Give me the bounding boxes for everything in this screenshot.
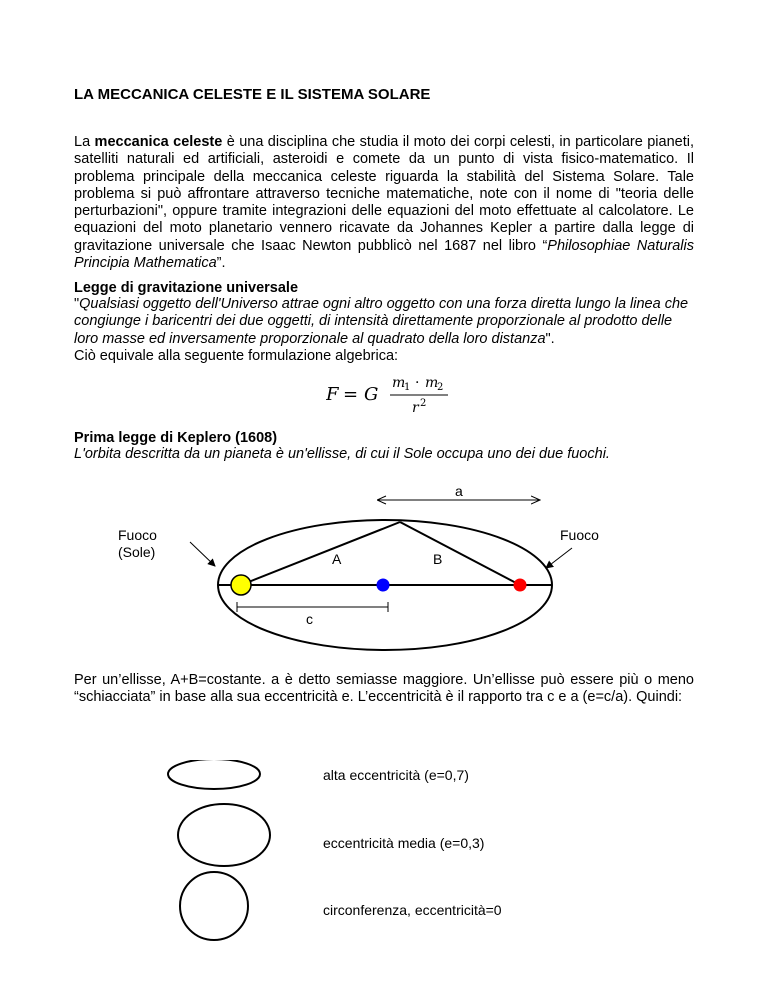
quote-text: Qualsiasi oggetto dell'Universo attrae ogni altro oggetto con una forza diretta lungo la linea che congiunge i baricentri dei due oggetti, di intensità direttamente proporzionale al prodotto delle loro masse ed inversamente proporzionale al quadrato della loro distanza — [74, 296, 689, 347]
line-A — [241, 522, 400, 585]
kepler-heading: Prima legge di Keplero (1608) — [74, 430, 278, 446]
formula-m1-sub: 1 — [404, 382, 411, 393]
formula-equals: = — [343, 384, 359, 405]
formula-m2-sub: 2 — [437, 382, 444, 393]
focus-left-arrow — [190, 542, 215, 566]
center-dot — [377, 579, 390, 592]
formula-dot: · — [415, 375, 420, 391]
label-B: B — [433, 551, 443, 567]
quote-open: " — [74, 296, 80, 312]
high-eccentricity-label: alta eccentricità (e=0,7) — [323, 767, 469, 783]
algebra-line: Ciò equivale alla seguente formulazione algebrica: — [74, 347, 399, 364]
focus-left-label: Fuoco — [118, 527, 157, 543]
formula-G: G — [364, 384, 379, 405]
quote-close: ". — [545, 330, 555, 347]
gravitation-formula — [326, 370, 466, 420]
ellipse-diagram — [110, 478, 630, 653]
medium-eccentricity-ellipse — [178, 804, 270, 866]
formula-r: r — [412, 400, 419, 416]
intro-text-pre: La — [74, 134, 95, 150]
intro-book-title: Philosophiae Naturalis Principia Mathematica — [74, 237, 694, 272]
formula-r-sup: 2 — [420, 398, 427, 409]
label-c: c — [306, 611, 313, 627]
focus-right-label: Fuoco — [560, 527, 599, 543]
label-a: a — [455, 483, 463, 499]
focus-left-sun-label: (Sole) — [118, 544, 156, 560]
intro-text-body: è una disciplina che studia il moto dei corpi celesti, in particolare pianeti, satelliti naturali ed artificiali, asteroidi e comete da un punto di vista fisico-matematico. Il problema principale della meccanica celeste riguarda la stabilità del Sistema Solare. Tale problema si può affrontare attraverso tecniche matematiche, note con il nome di "teoria delle perturbazioni", oppure tramite integrazioni delle equazioni del moto effettuate al calcolatore. Le equazioni del moto planetario vennero ricavate da Johannes Kepler a partire dalla legge di gravitazione universale che Isaac Newton pubblicò nel 1687 nel libro “ — [74, 134, 694, 254]
circle-zero-eccentricity — [180, 872, 248, 940]
explanation-paragraph: Per un’ellisse, A+B=costante. a è detto semiasse maggiore. Un’ellisse può essere più o meno “schiacciata” in base alla sua eccentricità e. L’eccentricità è il rapporto tra c e a (e=c/a). Quindi: — [74, 672, 694, 706]
high-eccentricity-ellipse — [168, 760, 260, 789]
line-B — [400, 522, 520, 585]
second-focus-dot — [514, 579, 527, 592]
gravitation-quote — [74, 296, 694, 365]
label-A: A — [332, 551, 342, 567]
sun-focus-dot — [231, 575, 251, 595]
kepler-statement: L'orbita descritta da un pianeta è un'ellisse, di cui il Sole occupa uno dei due fuochi. — [74, 446, 610, 462]
page-title: LA MECCANICA CELESTE E IL SISTEMA SOLARE — [74, 86, 431, 103]
medium-eccentricity-label: eccentricità media (e=0,3) — [323, 835, 485, 851]
formula-m2: m — [425, 375, 439, 391]
eccentricity-shapes — [160, 760, 280, 945]
formula-F: F — [326, 384, 339, 405]
intro-paragraph — [74, 134, 694, 272]
intro-text-end: ”. — [216, 255, 226, 272]
circle-label: circonferenza, eccentricità=0 — [323, 902, 502, 918]
focus-right-arrow — [546, 548, 572, 568]
formula-m1: m — [392, 375, 406, 391]
intro-bold-term: meccanica celeste — [94, 134, 223, 150]
gravitation-heading: Legge di gravitazione universale — [74, 280, 299, 296]
